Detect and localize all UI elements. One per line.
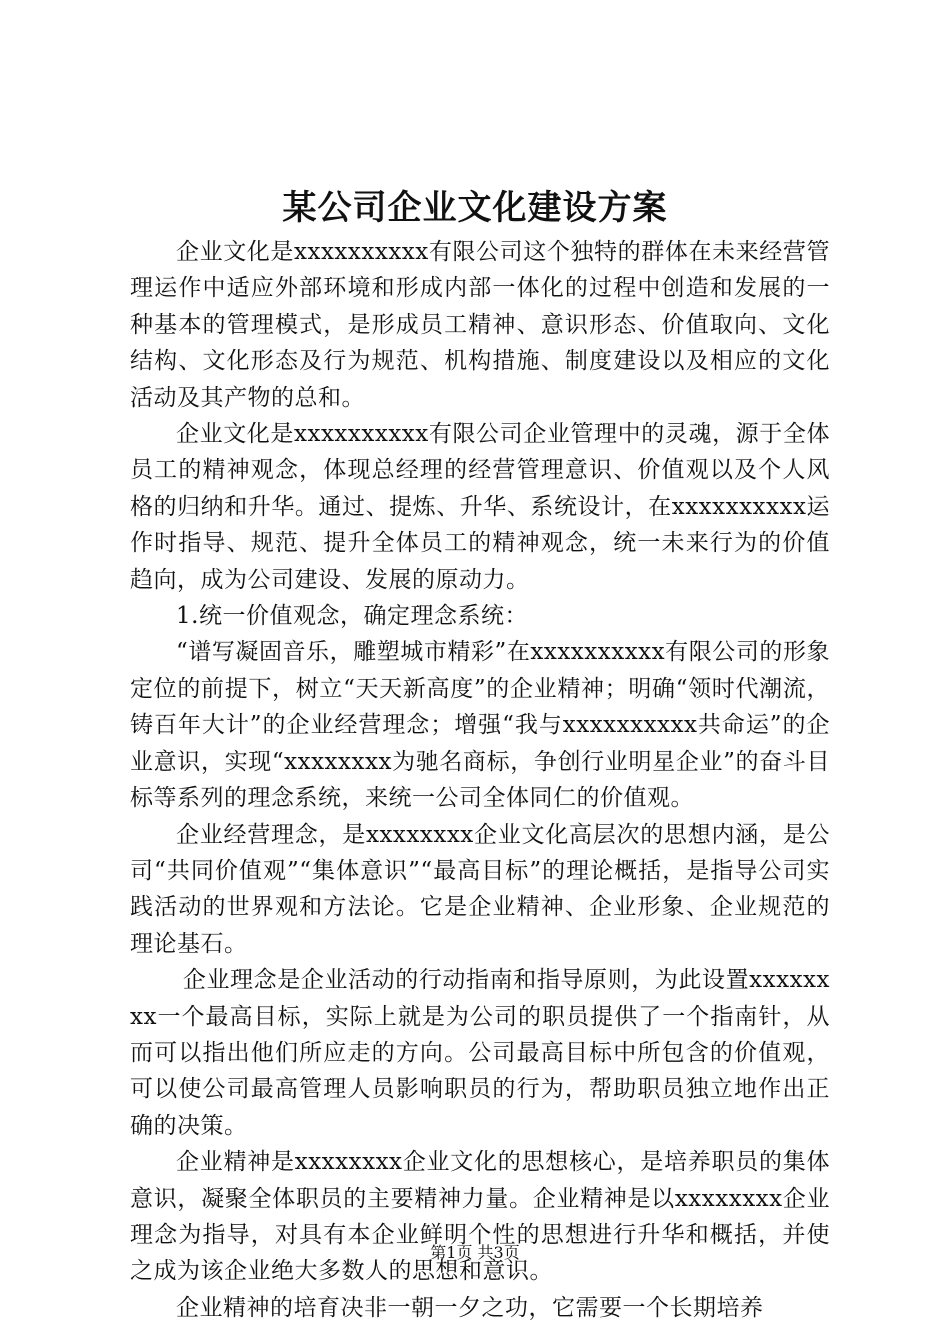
paragraph-1: 企业文化是xxxxxxxxxx有限公司这个独特的群体在未来经营管理运作中适应外部环境和形成内部一体化的过程中创造和发展的一种基本的管理模式，是形成员工精神、意识形态、价值取向、文化结构、文化形态及行为规范、机构措施、制度建设以及相应的文化活动及其产物的总和。 [130,239,830,411]
page-number-footer: 第1页 共3页 [430,1243,520,1262]
paragraph-2: 企业文化是xxxxxxxxxx有限公司企业管理中的灵魂，源于全体员工的精神观念，体现总经理的经营管理意识、价值观以及个人风格的归纳和升华。通过、提炼、升华、系统设计，在xxxxxxxxxx运作时指导、规范、提升全体员工的精神观念，统一未来行为的价值趋向，成为公司建设、发展的原动力。 [130,421,830,593]
paragraph-5: 企业经营理念，是xxxxxxxx企业文化高层次的思想内涵，是公司“共同价值观”“集体意识”“最高目标”的理论概括，是指导公司实践活动的世界观和方法论。它是企业精神、企业形象、企业规范的理论基石。 [130,821,830,957]
paragraph-7: 企业精神是xxxxxxxx企业文化的思想核心，是培养职员的集体意识，凝聚全体职员的主要精神力量。企业精神是以xxxxxxxx企业理念为指导，对具有本企业鲜明个性的思想进行升华和概括，并使之成为该企业绝大多数人的思想和意识。 [130,1149,830,1285]
document-title: 某公司企业文化建设方案 [282,188,668,228]
paragraph-4: “谱写凝固音乐，雕塑城市精彩”在xxxxxxxxxx有限公司的形象定位的前提下，树立“天天新高度”的企业精神；明确“领时代潮流，铸百年大计”的企业经营理念；增强“我与xxxxxxxxxx共命运”的企业意识，实现“xxxxxxxx为驰名商标，争创行业明星企业”的奋斗目标等系列的理念系统，来统一公司全体同仁的价值观。 [130,639,830,812]
paragraph-3: 1.统一价值观念，确定理念系统： [176,603,528,630]
paragraph-8: 企业精神的培育决非一朝一夕之功，它需要一个长期培养 [176,1294,764,1321]
paragraph-6: 企业理念是企业活动的行动指南和指导原则，为此设置xxxxxxxx一个最高目标，实际上就是为公司的职员提供了一个指南针，从而可以指出他们所应走的方向。公司最高目标中所包含的价值观，可以使公司最高管理人员影响职员的行为，帮助职员独立地作出正确的决策。 [130,967,830,1139]
document-body [130,234,830,1326]
